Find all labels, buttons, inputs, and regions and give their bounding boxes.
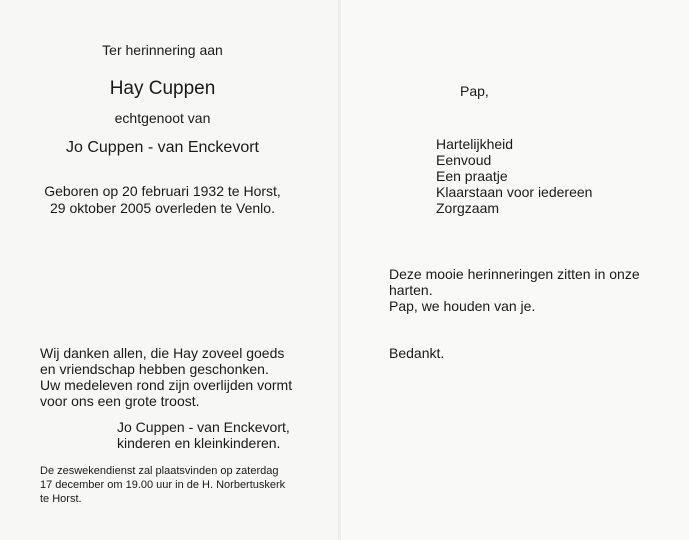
memories-paragraph: [389, 266, 640, 314]
card-fold: [338, 0, 341, 540]
memories-line: harten.: [389, 282, 433, 298]
closing-text: Bedankt.: [389, 345, 445, 361]
quality-item: Hartelijkheid: [436, 136, 514, 152]
memories-line: Pap, we houden van je.: [389, 298, 536, 314]
signature-line: Jo Cuppen - van Enckevort,: [117, 419, 290, 435]
thanks-line: en vriendschap hebben geschonken.: [40, 361, 269, 377]
memories-line: Deze mooie herinneringen zitten in onze: [389, 266, 640, 282]
intro-text: Ter herinnering aan: [102, 42, 223, 58]
quality-item: Zorgzaam: [436, 200, 500, 216]
thanks-line: Wij danken allen, die Hay zoveel goeds: [40, 345, 285, 361]
quality-item: Een praatje: [436, 168, 508, 184]
service-line: te Horst.: [40, 493, 82, 505]
qualities-list: [436, 136, 592, 216]
thanks-line: Uw medeleven rond zijn overlijden vormt: [40, 377, 293, 393]
quality-item: Klaarstaan voor iedereen: [436, 184, 593, 200]
signature-block: [117, 419, 290, 451]
signature-line: kinderen en kleinkinderen.: [117, 435, 281, 451]
thanks-paragraph: [40, 345, 292, 409]
service-line: 17 december om 19.00 uur in de H. Norbertuskerk: [40, 479, 286, 491]
death-line: 29 oktober 2005 overleden te Venlo.: [50, 200, 275, 216]
quality-item: Eenvoud: [436, 152, 492, 168]
thanks-line: voor ons een grote troost.: [40, 393, 200, 409]
deceased-name: Hay Cuppen: [109, 78, 216, 99]
service-line: De zeswekendienst zal plaatsvinden op zaterdag: [40, 465, 279, 477]
salutation: Pap,: [460, 83, 489, 99]
service-notice: [40, 464, 285, 506]
birth-line: Geboren op 20 februari 1932 te Horst,: [44, 183, 281, 199]
spouse-name: Jo Cuppen - van Enckevort: [66, 139, 259, 156]
relation-text: echtgenoot van: [114, 110, 211, 126]
